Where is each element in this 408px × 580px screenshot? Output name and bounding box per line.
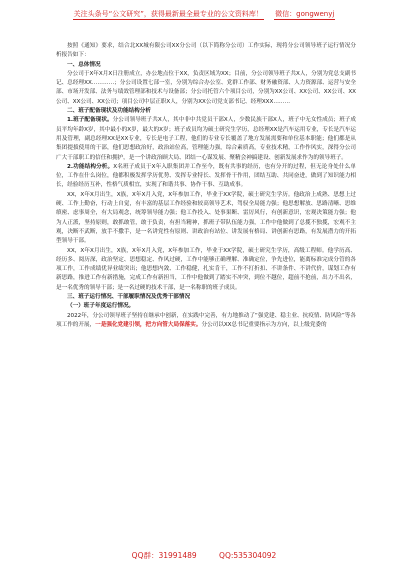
section-heading: 一、总体情况 — [67, 61, 101, 68]
paragraph-text: 分公司于X年X月X日注册成立，办公地点位于XX，负责区域为XX；目前，分公司领导班子共X人，分别为党总支副书记、总经理XX…………；分公司设置七部一室，分别为综合办公室、党群工作部、财务融资部、人力资源部、运营与安全部、市场开发部、法务与绩效管理部和技术与设备部；分公司托管六个项目公司，分别为XX公司、XX公司、XX公司、XX公司、XX公司、XX公司；项目公司中层正职X人，分别为XX公司党支部书记、经理XXX……… — [56, 70, 356, 105]
section-heading: 三、班子运行情况、干部履职情况及优秀干部情况 — [67, 294, 191, 301]
paragraph-text: XX，X年X月出生，X族，X年X月入党，X年参加工作，毕业于XX学院，硕士研究生学历，高级工程师。他学历高、经历多、阅历深，政治坚定、思想稳定、作风过硬，工作中能够正确理解、准确定位，争先进位，能离标准完成分管的各项工作，工作成绩优异业绩突出；他思想内敛、工作稳健，扎实肯干，工作不打折扣、不讲条件、不讲代价，谋划工作有新思路，推进工作有新措施，完成工作有新担当，工作中他做到了踏实不冲突，到位不越位，超前不抢前，出力不出名，是一名优秀的领导干部；是一名过硬的技术干部，是一名称职的班子成员。 — [56, 247, 356, 291]
paragraph-lead: 1.班子配备现状。 — [67, 117, 113, 124]
paragraph-text: 按照《通知》要求，结合北XX城有限公司XX分公司（以下简称分公司）工作实际，现将分公司领导班子运行情况分析报告如下： — [56, 43, 356, 59]
document-body — [56, 42, 356, 330]
paragraph-highlight: 一是强化党建引领，把方向管大局保落实。 — [95, 321, 202, 328]
paragraph — [56, 247, 356, 293]
footer-contact — [0, 549, 408, 563]
paragraph — [56, 312, 356, 331]
paragraph-text: 分公司领导班子共X人，其中非中共党员干部X人，少数民族干部X人，班子中无女性成员；班子成员平均年龄X岁，其中最小的X岁，最大的X岁；班子成员均为硕士研究生学历，总经理XX是汽车运用专业，专长是汽车运用及管理，副总经理XX是XX专业，专长是电子工程，他们的专业专长覆盖了地方发展需要和单位基本职能；他们都是从集团提拔使用的干部，他们思想政治好，政治站位高，管理能力强，综合素质高，专业技术精，工作作风实，深得分公司广大干部职工的信任和拥护，是一个讲政治顾大局、团结一心谋发展、聚精会神搞建设、创新发展求作为的领导班子。 — [56, 117, 356, 161]
paragraph — [56, 70, 356, 107]
paragraph-tail: 分公司以XX总书记重要指示为方向，以上级党委的 — [201, 321, 327, 328]
paragraph — [56, 42, 356, 61]
section-heading: （一）班子年度运行情况。 — [67, 303, 135, 310]
footer-qq: QQ:535304092 — [219, 551, 277, 560]
paragraph-text: 2022年，分公司领导班子坚持在继承中创新，在实践中完善，有力地推动了“强党建、稳主业、抗疫情、防风险”等各项工作的开展， — [56, 312, 356, 328]
paragraph-text: X名班子成员于X年入职集团并工作至今，既有共事的经历，也有分开的过程，但无论身处什么单位，工作在什么岗位，他都积极发挥学历优势、发挥专业特长、发挥骨干作用，团结互助、共同奋进，做到了知识能力相长，经验经历互补，性格气质相宜，实现了和谐共事、协作干事、互助成事。 — [56, 163, 356, 189]
footer-qq-group: QQ群：31991489 — [131, 551, 197, 560]
section-heading: 二、班子配备现状及功能结构分析 — [67, 108, 151, 115]
paragraph-lead: 2.功能结构分析。 — [67, 163, 114, 170]
banner-wechat-text: 微信：gongwenyj — [275, 10, 335, 18]
header-banner — [0, 6, 408, 22]
paragraph — [56, 191, 356, 247]
paragraph — [56, 116, 356, 162]
paragraph — [56, 163, 356, 191]
banner-promo-text: 关注头条号“公文研究”，获得最新最全最专业的公文资料库！ — [73, 10, 263, 18]
paragraph-text: XX，X年X月出生，X族，X年X月入党，X年参加工作，毕业于XX学院，硕士研究生学历。他政治上成熟、思想上过硬、工作上勤奋，行动上自觉，有丰富的基层工作经验和较高领导艺术，驾驭全局能力强；他思想解放、思路清晰、思维缜密、虑事周全，有大局观念，统筹领导能力强；他工作投入、处事果断、雷厉风行，有创新意识，宏观决策能力强；他为人正派，坚持原则，敢抓敢管，敢于负责，有担当精神，抓班子带队伍能力强，工作中他做到了总揽不独揽，宏观不主观，决断不武断，放手不撒手，是一名讲党性有原则、讲政治有站位、讲发展有格局、讲创新有思路，有发展潜力的开拓型领导干部。 — [56, 191, 356, 245]
